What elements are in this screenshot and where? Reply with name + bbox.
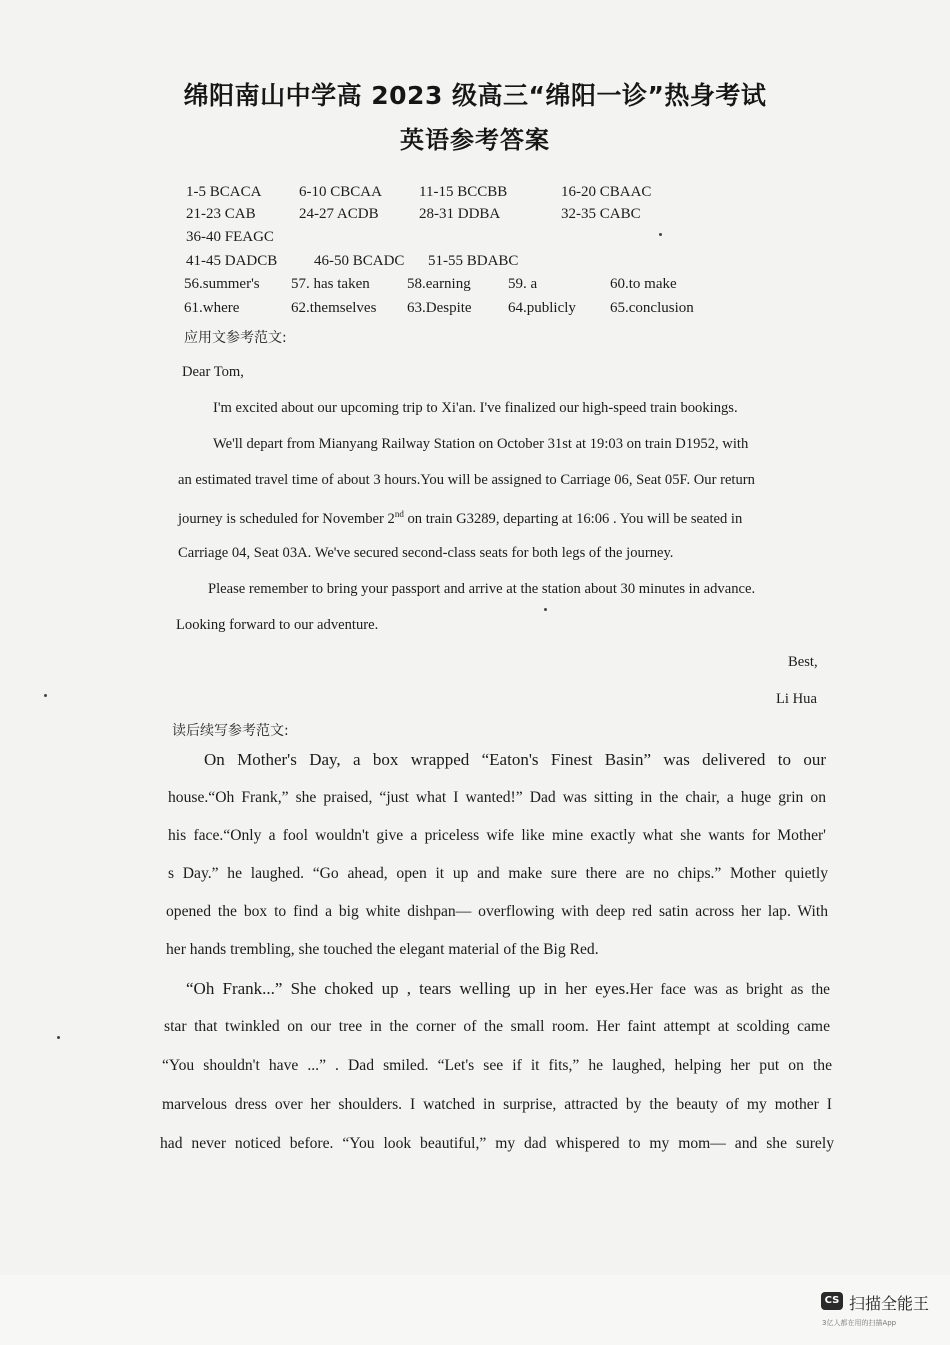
- letter-line: Carriage 04, Seat 03A. We've secured second-class seats for both legs of the journey.: [178, 545, 674, 561]
- camscanner-name: 扫描全能王: [849, 1294, 930, 1313]
- answer-32-35: 32-35 CABC: [561, 206, 641, 222]
- answer-61: 61.where: [184, 300, 240, 316]
- answer-51-55: 51-55 BDABC: [428, 253, 519, 269]
- answer-36-40: 36-40 FEAGC: [186, 229, 274, 245]
- story-line: s Day.” he laughed. “Go ahead, open it up and make sure there are no chips.” Mother quietly: [168, 865, 828, 882]
- answer-59: 59. a: [508, 276, 538, 292]
- answer-6-10: 6-10 CBCAA: [299, 184, 382, 200]
- exam-title: 绵阳南山中学高 2023 级高三“绵阳一诊”热身考试: [183, 81, 767, 110]
- answer-11-15: 11-15 BCCBB: [419, 184, 508, 200]
- letter-signature: Li Hua: [776, 691, 817, 707]
- scan-speck: [57, 1036, 60, 1039]
- story-line: “You shouldn't have ...” . Dad smiled. “Let's see if it fits,” he laughed, helping her put on the: [162, 1057, 832, 1074]
- letter-line: an estimated travel time of about 3 hours.You will be assigned to Carriage 06, Seat 05F. Our return: [178, 472, 755, 488]
- story-line: star that twinkled on our tree in the corner of the small room. Her faint attempt at scolding came: [164, 1018, 830, 1035]
- answer-64: 64.publicly: [508, 300, 576, 316]
- scan-speck: [544, 608, 547, 611]
- scan-speck: [659, 233, 662, 236]
- letter-line: Looking forward to our adventure.: [176, 617, 379, 633]
- story-line: opened the box to find a big white dishpan— overflowing with deep red satin across her lap. With: [166, 903, 828, 920]
- answer-41-45: 41-45 DADCB: [186, 253, 278, 269]
- story-line: his face.“Only a fool wouldn't give a priceless wife like mine exactly what she wants for Mother': [168, 827, 826, 844]
- camscanner-tagline: 3亿人都在用的扫描App: [822, 1319, 897, 1327]
- story-line: On Mother's Day, a box wrapped “Eaton's Finest Basin” was delivered to our: [204, 750, 826, 769]
- letter-salutation: Dear Tom,: [182, 364, 244, 380]
- answer-21-23: 21-23 CAB: [186, 206, 256, 222]
- answer-16-20: 16-20 CBAAC: [561, 184, 652, 200]
- answer-62: 62.themselves: [291, 300, 377, 316]
- letter-line: I'm excited about our upcoming trip to Xi'an. I've finalized our high-speed train bookings.: [213, 400, 738, 416]
- scan-speck: [44, 694, 47, 697]
- answer-28-31: 28-31 DDBA: [419, 206, 501, 222]
- applied-writing-heading: 应用文参考范文:: [184, 330, 287, 346]
- story-line: marvelous dress over her shoulders. I watched in surprise, attracted by the beauty of my mother I: [162, 1096, 832, 1113]
- letter-line: We'll depart from Mianyang Railway Station on October 31st at 19:03 on train D1952, with: [213, 436, 749, 452]
- letter-line: journey is scheduled for November 2nd on train G3289, departing at 16:06 . You will be seated in: [178, 509, 743, 527]
- answer-57: 57. has taken: [291, 276, 370, 292]
- continuation-heading: 读后续写参考范文:: [172, 723, 289, 739]
- answer-56: 56.summer's: [184, 276, 260, 292]
- letter-line: Please remember to bring your passport and arrive at the station about 30 minutes in advance.: [208, 581, 756, 597]
- answer-60: 60.to make: [610, 276, 677, 292]
- answer-24-27: 24-27 ACDB: [299, 206, 379, 222]
- camscanner-logo-icon: CS: [821, 1292, 843, 1310]
- answer-1-5: 1-5 BCACA: [186, 184, 262, 200]
- letter-closing: Best,: [788, 654, 818, 670]
- answer-key-title: 英语参考答案: [400, 126, 550, 154]
- story-line: “Oh Frank...” She choked up , tears welling up in her eyes.Her face was as bright as the: [186, 979, 831, 998]
- answer-65: 65.conclusion: [610, 300, 694, 316]
- answer-58: 58.earning: [407, 276, 471, 292]
- story-line: had never noticed before. “You look beautiful,” my dad whispered to my mom— and she surely: [160, 1135, 834, 1152]
- answer-46-50: 46-50 BCADC: [314, 253, 405, 269]
- story-line: her hands trembling, she touched the elegant material of the Big Red.: [166, 941, 599, 958]
- story-line: house.“Oh Frank,” she praised, “just what I wanted!” Dad was sitting in the chair, a huge grin on: [168, 789, 826, 806]
- answer-63: 63.Despite: [407, 300, 472, 316]
